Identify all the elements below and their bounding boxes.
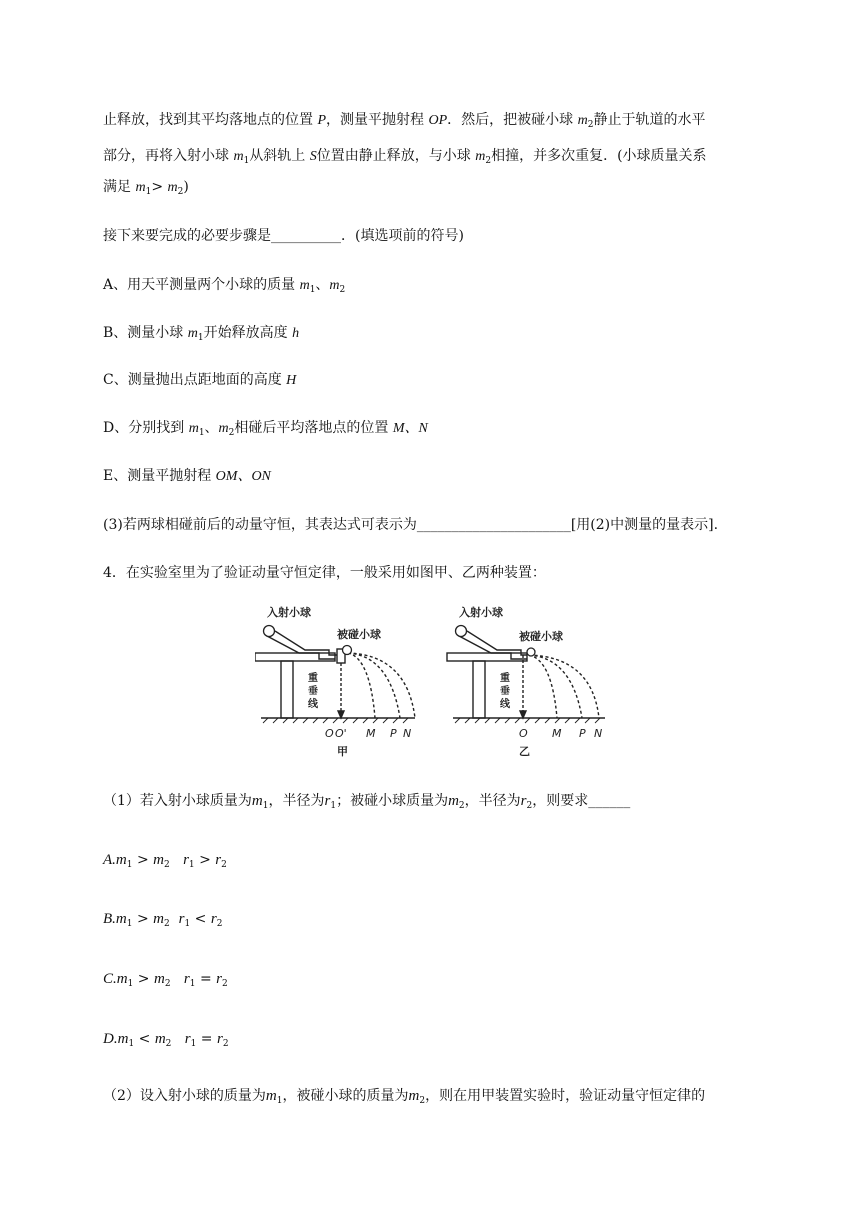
caption-yi: 乙 — [519, 745, 530, 758]
var-m: m — [153, 852, 164, 868]
subscript: 1 — [262, 801, 269, 811]
subscript: 2 — [163, 919, 170, 929]
text: 从斜轨上 — [249, 148, 310, 164]
var-m: m — [117, 1031, 129, 1047]
subscript: 2 — [419, 1096, 426, 1106]
text: ，测量平抛射程 — [326, 112, 429, 128]
subscript: 1 — [276, 1096, 283, 1106]
question-2-prompt: 接下来要完成的必要步骤是__________．(填选项前的符号) — [103, 228, 464, 244]
subscript: 2 — [221, 979, 228, 989]
var-h: h — [292, 326, 300, 341]
point-left-O: O — [325, 727, 334, 740]
text: D、分别找到 — [103, 420, 189, 436]
subscript: 2 — [228, 428, 235, 438]
relation: > — [132, 852, 154, 868]
text: （1）若入射小球质量为 — [103, 793, 252, 809]
text: 满足 — [103, 179, 136, 195]
var-m: m — [329, 278, 340, 293]
point-right-O: O — [519, 727, 528, 740]
option-label: D. — [103, 1031, 118, 1047]
subscript: 2 — [216, 919, 223, 929]
relation: = — [195, 971, 217, 987]
point-right-P: P — [579, 727, 586, 740]
option-a — [103, 275, 345, 300]
relation: > — [133, 971, 154, 987]
var-m: m — [475, 149, 486, 164]
var-om-on: OM、ON — [215, 469, 271, 484]
text: ，则在用甲装置实验时，验证动量守恒定律的 — [425, 1088, 706, 1104]
var-r: r — [216, 1031, 223, 1047]
text: （2）设入射小球的质量为 — [103, 1088, 266, 1104]
text: 静止于轨道的水平 — [593, 112, 706, 128]
var-p: P — [317, 113, 327, 128]
text: 止释放，找到其平均落地点的位置 — [103, 112, 318, 128]
text: B、测量小球 — [103, 325, 188, 341]
target-ball-right — [527, 648, 535, 656]
subscript: 1 — [128, 1039, 135, 1049]
text: C、测量抛出点距地面的高度 — [103, 372, 287, 388]
subscript: 1 — [197, 333, 204, 343]
var-m: m — [153, 971, 165, 987]
incident-ball-right — [456, 626, 467, 637]
option-c — [103, 370, 296, 391]
var-r: r — [520, 793, 527, 809]
option-4-a — [103, 850, 227, 875]
var-m: m — [299, 278, 310, 293]
subscript: 1 — [126, 919, 133, 929]
var-r: r — [178, 911, 185, 927]
text: ，半径为 — [268, 793, 325, 809]
var-op: OP — [428, 113, 448, 128]
label-incident-ball-right: 入射小球 — [459, 606, 503, 619]
subscript: 1 — [127, 979, 134, 989]
question-4-2 — [103, 1086, 705, 1111]
var-m: m — [116, 971, 128, 987]
subscript: 2 — [339, 285, 346, 295]
option-label: C. — [103, 971, 117, 987]
point-right-N: N — [594, 727, 603, 740]
subscript: 1 — [309, 285, 316, 295]
option-4-b — [103, 909, 222, 934]
label-plumb-3: 线 — [308, 699, 318, 710]
point-left-M: M — [366, 727, 376, 740]
var-H: H — [286, 373, 297, 388]
relation: > — [194, 852, 216, 868]
point-left-P: P — [390, 727, 397, 740]
text: 相撞，并多次重复．(小球质量关系 — [491, 148, 707, 164]
subscript: 2 — [177, 187, 184, 197]
var-m: m — [233, 149, 244, 164]
text: E、测量平抛射程 — [103, 468, 216, 484]
var-m: m — [188, 421, 199, 436]
var-r: r — [216, 971, 222, 987]
text: 开始释放高度 — [203, 325, 293, 341]
target-ball-left — [343, 646, 352, 655]
label-plumb-1: 重 — [308, 673, 318, 684]
text: ；被碰小球质量为 — [336, 793, 449, 809]
var-mn: M、N — [392, 421, 428, 436]
subscript: 1 — [198, 428, 205, 438]
var-m: m — [187, 326, 198, 341]
relation: < — [190, 911, 211, 927]
label-target-ball-right: 被碰小球 — [519, 630, 563, 643]
experiment-figure — [255, 603, 615, 761]
incident-ball-left — [264, 626, 275, 637]
var-r: r — [210, 911, 217, 927]
relation: < — [134, 1031, 155, 1047]
text: ，则要求______ — [532, 793, 631, 809]
label-plumb-right-3: 线 — [500, 699, 510, 710]
option-4-c — [103, 969, 228, 994]
text: ) — [183, 179, 189, 195]
subscript: 1 — [189, 979, 196, 989]
var-m: m — [115, 852, 127, 868]
subscript: 1 — [126, 860, 133, 870]
var-m: m — [265, 1088, 277, 1104]
var-r: r — [183, 852, 189, 868]
label-plumb-2: 垂 — [308, 686, 318, 697]
text: 相碰后平均落地点的位置 — [234, 420, 393, 436]
text-line — [103, 177, 189, 202]
question-4-1 — [103, 791, 630, 816]
subscript: 1 — [190, 1039, 197, 1049]
var-m: m — [251, 793, 263, 809]
var-r: r — [324, 793, 331, 809]
text: 位置由静止释放，与小球 — [316, 148, 476, 164]
option-label: A. — [103, 852, 116, 868]
apparatus-right — [447, 631, 605, 723]
var-m: m — [577, 113, 588, 128]
point-right-M: M — [552, 727, 562, 740]
var-m: m — [218, 421, 229, 436]
label-incident-ball: 入射小球 — [267, 606, 311, 619]
var-m: m — [167, 180, 178, 195]
var-r: r — [184, 1031, 191, 1047]
option-b — [103, 323, 299, 348]
subscript: 2 — [458, 801, 465, 811]
subscript: 1 — [330, 801, 337, 811]
option-4-d — [103, 1029, 229, 1054]
option-label: B. — [103, 911, 116, 927]
subscript: 2 — [587, 120, 594, 130]
question-3: (3)若两球相碰前后的动量守恒，其表达式可表示为______________________[用(2)中测量的量表示]. — [103, 517, 719, 533]
text: ，半径为 — [464, 793, 521, 809]
subscript: 1 — [184, 919, 191, 929]
text-line — [103, 146, 707, 171]
option-d — [103, 418, 428, 443]
subscript: 2 — [526, 801, 533, 811]
subscript: 2 — [165, 1039, 172, 1049]
subscript: 1 — [145, 187, 152, 197]
subscript: 2 — [485, 156, 492, 166]
var-s: S — [309, 149, 317, 164]
subscript: 2 — [164, 979, 171, 989]
caption-jia: 甲 — [337, 745, 348, 758]
option-e — [103, 466, 271, 487]
var-m: m — [115, 911, 127, 927]
var-r: r — [215, 852, 222, 868]
label-target-ball: 被碰小球 — [337, 628, 381, 641]
var-m: m — [408, 1088, 420, 1104]
text: 、 — [204, 420, 219, 436]
text: 、 — [315, 277, 330, 293]
apparatus-left — [255, 631, 415, 723]
relation: > — [132, 911, 154, 927]
text: A、用天平测量两个小球的质量 — [103, 277, 300, 293]
subscript: 2 — [221, 860, 227, 870]
subscript: 2 — [163, 860, 170, 870]
subscript: 1 — [243, 156, 250, 166]
label-plumb-right-2: 垂 — [500, 686, 510, 697]
text: 部分，再将入射小球 — [103, 148, 234, 164]
text: ．然后，把被碰小球 — [447, 112, 578, 128]
text: ，被碰小球的质量为 — [282, 1088, 409, 1104]
label-plumb-right-1: 重 — [500, 673, 510, 684]
subscript: 2 — [222, 1039, 229, 1049]
relation: = — [196, 1031, 217, 1047]
text: > — [151, 179, 168, 195]
question-4-intro: 4．在实验室里为了验证动量守恒定律，一般采用如图甲、乙两种装置： — [103, 565, 546, 581]
var-m: m — [448, 793, 459, 809]
var-m: m — [153, 911, 164, 927]
var-r: r — [183, 971, 190, 987]
var-m: m — [154, 1031, 166, 1047]
text-line — [103, 110, 705, 135]
point-left-O-prime: O' — [335, 727, 347, 740]
subscript: 1 — [188, 860, 195, 870]
point-left-N: N — [403, 727, 412, 740]
var-m: m — [135, 180, 146, 195]
